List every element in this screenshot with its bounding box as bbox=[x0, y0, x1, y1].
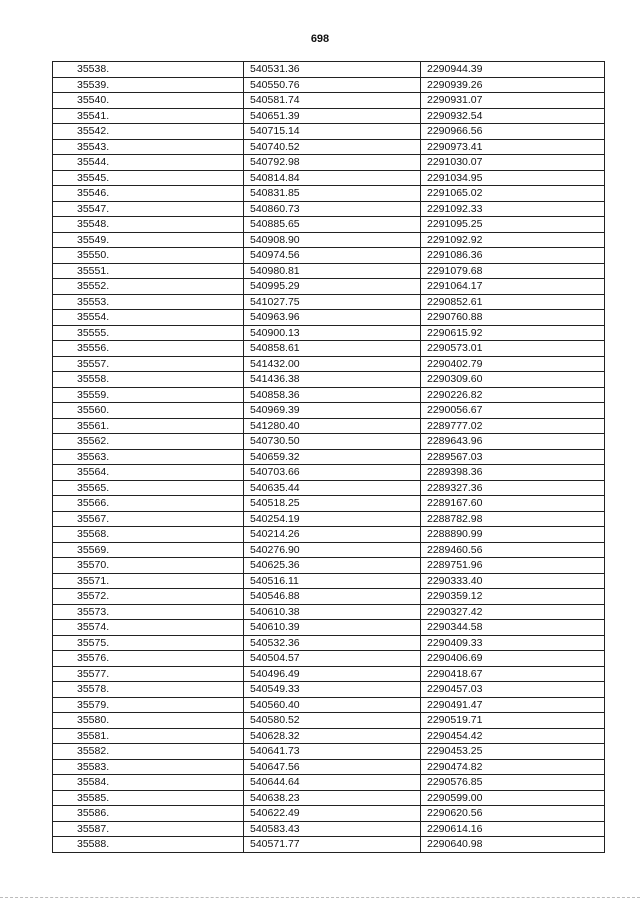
table-row bbox=[53, 480, 605, 496]
northing-cell: 2290576.85 bbox=[421, 775, 605, 791]
point-number-cell: 35587. bbox=[53, 821, 244, 837]
northing-cell: 2289751.96 bbox=[421, 558, 605, 574]
northing-cell: 2290620.56 bbox=[421, 806, 605, 822]
table-row bbox=[53, 620, 605, 636]
northing-cell: 2290615.92 bbox=[421, 325, 605, 341]
table-row bbox=[53, 790, 605, 806]
table-row bbox=[53, 294, 605, 310]
point-number-cell: 35546. bbox=[53, 186, 244, 202]
point-number-cell: 35579. bbox=[53, 697, 244, 713]
northing-cell: 2290944.39 bbox=[421, 62, 605, 78]
point-number-cell: 35548. bbox=[53, 217, 244, 233]
northing-cell: 2290966.56 bbox=[421, 124, 605, 140]
point-number-cell: 35541. bbox=[53, 108, 244, 124]
page-bottom-edge bbox=[0, 897, 640, 898]
table-row bbox=[53, 589, 605, 605]
northing-cell: 2290453.25 bbox=[421, 744, 605, 760]
table-row bbox=[53, 511, 605, 527]
point-number-cell: 35582. bbox=[53, 744, 244, 760]
table-row bbox=[53, 310, 605, 326]
northing-cell: 2290344.58 bbox=[421, 620, 605, 636]
table-row bbox=[53, 418, 605, 434]
easting-cell: 540532.36 bbox=[244, 635, 421, 651]
point-number-cell: 35563. bbox=[53, 449, 244, 465]
point-number-cell: 35564. bbox=[53, 465, 244, 481]
easting-cell: 540659.32 bbox=[244, 449, 421, 465]
northing-cell: 2288782.98 bbox=[421, 511, 605, 527]
easting-cell: 540644.64 bbox=[244, 775, 421, 791]
point-number-cell: 35562. bbox=[53, 434, 244, 450]
point-number-cell: 35539. bbox=[53, 77, 244, 93]
table-row bbox=[53, 821, 605, 837]
easting-cell: 540900.13 bbox=[244, 325, 421, 341]
point-number-cell: 35570. bbox=[53, 558, 244, 574]
easting-cell: 540518.25 bbox=[244, 496, 421, 512]
northing-cell: 2289567.03 bbox=[421, 449, 605, 465]
point-number-cell: 35558. bbox=[53, 372, 244, 388]
point-number-cell: 35583. bbox=[53, 759, 244, 775]
table-row bbox=[53, 496, 605, 512]
easting-cell: 540647.56 bbox=[244, 759, 421, 775]
point-number-cell: 35581. bbox=[53, 728, 244, 744]
northing-cell: 2291079.68 bbox=[421, 263, 605, 279]
table-row bbox=[53, 62, 605, 78]
easting-cell: 540610.38 bbox=[244, 604, 421, 620]
point-number-cell: 35552. bbox=[53, 279, 244, 295]
table-row bbox=[53, 356, 605, 372]
easting-cell: 540974.56 bbox=[244, 248, 421, 264]
table-row bbox=[53, 232, 605, 248]
easting-cell: 540583.43 bbox=[244, 821, 421, 837]
table-row bbox=[53, 806, 605, 822]
northing-cell: 2290573.01 bbox=[421, 341, 605, 357]
table-row bbox=[53, 263, 605, 279]
point-number-cell: 35565. bbox=[53, 480, 244, 496]
northing-cell: 2290474.82 bbox=[421, 759, 605, 775]
easting-cell: 540858.61 bbox=[244, 341, 421, 357]
easting-cell: 540740.52 bbox=[244, 139, 421, 155]
table-row bbox=[53, 527, 605, 543]
point-number-cell: 35575. bbox=[53, 635, 244, 651]
table-row bbox=[53, 558, 605, 574]
table-row bbox=[53, 697, 605, 713]
table-row bbox=[53, 93, 605, 109]
point-number-cell: 35568. bbox=[53, 527, 244, 543]
easting-cell: 540715.14 bbox=[244, 124, 421, 140]
easting-cell: 540858.36 bbox=[244, 387, 421, 403]
northing-cell: 2291065.02 bbox=[421, 186, 605, 202]
northing-cell: 2289643.96 bbox=[421, 434, 605, 450]
easting-cell: 540625.36 bbox=[244, 558, 421, 574]
point-number-cell: 35540. bbox=[53, 93, 244, 109]
easting-cell: 540628.32 bbox=[244, 728, 421, 744]
point-number-cell: 35573. bbox=[53, 604, 244, 620]
easting-cell: 540504.57 bbox=[244, 651, 421, 667]
point-number-cell: 35549. bbox=[53, 232, 244, 248]
table-row bbox=[53, 604, 605, 620]
northing-cell: 2290939.26 bbox=[421, 77, 605, 93]
point-number-cell: 35551. bbox=[53, 263, 244, 279]
northing-cell: 2291030.07 bbox=[421, 155, 605, 171]
table-row bbox=[53, 279, 605, 295]
table-row bbox=[53, 170, 605, 186]
easting-cell: 540571.77 bbox=[244, 837, 421, 853]
point-number-cell: 35543. bbox=[53, 139, 244, 155]
northing-cell: 2290491.47 bbox=[421, 697, 605, 713]
table-row bbox=[53, 449, 605, 465]
table-row bbox=[53, 542, 605, 558]
northing-cell: 2290852.61 bbox=[421, 294, 605, 310]
easting-cell: 540549.33 bbox=[244, 682, 421, 698]
point-number-cell: 35557. bbox=[53, 356, 244, 372]
table-row bbox=[53, 728, 605, 744]
easting-cell: 540814.84 bbox=[244, 170, 421, 186]
point-number-cell: 35574. bbox=[53, 620, 244, 636]
point-number-cell: 35580. bbox=[53, 713, 244, 729]
easting-cell: 540969.39 bbox=[244, 403, 421, 419]
table-row bbox=[53, 666, 605, 682]
easting-cell: 540622.49 bbox=[244, 806, 421, 822]
northing-cell: 2291064.17 bbox=[421, 279, 605, 295]
point-number-cell: 35584. bbox=[53, 775, 244, 791]
coordinates-table bbox=[52, 61, 605, 853]
northing-cell: 2289327.36 bbox=[421, 480, 605, 496]
easting-cell: 540580.52 bbox=[244, 713, 421, 729]
northing-cell: 2291092.92 bbox=[421, 232, 605, 248]
table-row bbox=[53, 124, 605, 140]
easting-cell: 540792.98 bbox=[244, 155, 421, 171]
easting-cell: 541436.38 bbox=[244, 372, 421, 388]
northing-cell: 2290418.67 bbox=[421, 666, 605, 682]
northing-cell: 2290931.07 bbox=[421, 93, 605, 109]
table-row bbox=[53, 372, 605, 388]
northing-cell: 2290327.42 bbox=[421, 604, 605, 620]
point-number-cell: 35554. bbox=[53, 310, 244, 326]
northing-cell: 2290519.71 bbox=[421, 713, 605, 729]
easting-cell: 540276.90 bbox=[244, 542, 421, 558]
northing-cell: 2289460.56 bbox=[421, 542, 605, 558]
northing-cell: 2290406.69 bbox=[421, 651, 605, 667]
easting-cell: 540995.29 bbox=[244, 279, 421, 295]
point-number-cell: 35555. bbox=[53, 325, 244, 341]
easting-cell: 540831.85 bbox=[244, 186, 421, 202]
northing-cell: 2290309.60 bbox=[421, 372, 605, 388]
table-row bbox=[53, 837, 605, 853]
table-row bbox=[53, 77, 605, 93]
table-row bbox=[53, 139, 605, 155]
table-row bbox=[53, 713, 605, 729]
table-row bbox=[53, 217, 605, 233]
point-number-cell: 35538. bbox=[53, 62, 244, 78]
northing-cell: 2290973.41 bbox=[421, 139, 605, 155]
easting-cell: 541027.75 bbox=[244, 294, 421, 310]
table-row bbox=[53, 744, 605, 760]
page-number: 698 bbox=[310, 33, 330, 45]
point-number-cell: 35544. bbox=[53, 155, 244, 171]
northing-cell: 2290599.00 bbox=[421, 790, 605, 806]
easting-cell: 540885.65 bbox=[244, 217, 421, 233]
point-number-cell: 35585. bbox=[53, 790, 244, 806]
northing-cell: 2289167.60 bbox=[421, 496, 605, 512]
point-number-cell: 35578. bbox=[53, 682, 244, 698]
easting-cell: 540581.74 bbox=[244, 93, 421, 109]
northing-cell: 2291095.25 bbox=[421, 217, 605, 233]
easting-cell: 540651.39 bbox=[244, 108, 421, 124]
easting-cell: 540730.50 bbox=[244, 434, 421, 450]
northing-cell: 2291034.95 bbox=[421, 170, 605, 186]
table-row bbox=[53, 403, 605, 419]
easting-cell: 540638.23 bbox=[244, 790, 421, 806]
point-number-cell: 35569. bbox=[53, 542, 244, 558]
northing-cell: 2290056.67 bbox=[421, 403, 605, 419]
easting-cell: 541280.40 bbox=[244, 418, 421, 434]
easting-cell: 540641.73 bbox=[244, 744, 421, 760]
table-row bbox=[53, 651, 605, 667]
northing-cell: 2290333.40 bbox=[421, 573, 605, 589]
point-number-cell: 35572. bbox=[53, 589, 244, 605]
table-row bbox=[53, 248, 605, 264]
northing-cell: 2290457.03 bbox=[421, 682, 605, 698]
point-number-cell: 35559. bbox=[53, 387, 244, 403]
easting-cell: 540980.81 bbox=[244, 263, 421, 279]
point-number-cell: 35556. bbox=[53, 341, 244, 357]
northing-cell: 2290402.79 bbox=[421, 356, 605, 372]
coordinates-table-body bbox=[53, 62, 605, 853]
easting-cell: 540610.39 bbox=[244, 620, 421, 636]
table-row bbox=[53, 387, 605, 403]
point-number-cell: 35567. bbox=[53, 511, 244, 527]
easting-cell: 540860.73 bbox=[244, 201, 421, 217]
table-row bbox=[53, 682, 605, 698]
northing-cell: 2290760.88 bbox=[421, 310, 605, 326]
northing-cell: 2289777.02 bbox=[421, 418, 605, 434]
point-number-cell: 35553. bbox=[53, 294, 244, 310]
point-number-cell: 35542. bbox=[53, 124, 244, 140]
table-row bbox=[53, 186, 605, 202]
easting-cell: 540254.19 bbox=[244, 511, 421, 527]
point-number-cell: 35550. bbox=[53, 248, 244, 264]
northing-cell: 2290359.12 bbox=[421, 589, 605, 605]
easting-cell: 540550.76 bbox=[244, 77, 421, 93]
table-row bbox=[53, 775, 605, 791]
northing-cell: 2290640.98 bbox=[421, 837, 605, 853]
table-row bbox=[53, 635, 605, 651]
northing-cell: 2289398.36 bbox=[421, 465, 605, 481]
table-row bbox=[53, 434, 605, 450]
easting-cell: 540546.88 bbox=[244, 589, 421, 605]
northing-cell: 2290932.54 bbox=[421, 108, 605, 124]
easting-cell: 540908.90 bbox=[244, 232, 421, 248]
point-number-cell: 35586. bbox=[53, 806, 244, 822]
point-number-cell: 35571. bbox=[53, 573, 244, 589]
easting-cell: 540214.26 bbox=[244, 527, 421, 543]
easting-cell: 540516.11 bbox=[244, 573, 421, 589]
easting-cell: 540963.96 bbox=[244, 310, 421, 326]
point-number-cell: 35588. bbox=[53, 837, 244, 853]
table-row bbox=[53, 465, 605, 481]
northing-cell: 2290409.33 bbox=[421, 635, 605, 651]
table-row bbox=[53, 155, 605, 171]
easting-cell: 540531.36 bbox=[244, 62, 421, 78]
point-number-cell: 35560. bbox=[53, 403, 244, 419]
point-number-cell: 35577. bbox=[53, 666, 244, 682]
easting-cell: 540703.66 bbox=[244, 465, 421, 481]
easting-cell: 540496.49 bbox=[244, 666, 421, 682]
table-row bbox=[53, 325, 605, 341]
point-number-cell: 35545. bbox=[53, 170, 244, 186]
northing-cell: 2290226.82 bbox=[421, 387, 605, 403]
northing-cell: 2291086.36 bbox=[421, 248, 605, 264]
point-number-cell: 35566. bbox=[53, 496, 244, 512]
easting-cell: 541432.00 bbox=[244, 356, 421, 372]
point-number-cell: 35547. bbox=[53, 201, 244, 217]
easting-cell: 540635.44 bbox=[244, 480, 421, 496]
northing-cell: 2291092.33 bbox=[421, 201, 605, 217]
northing-cell: 2290454.42 bbox=[421, 728, 605, 744]
table-row bbox=[53, 201, 605, 217]
easting-cell: 540560.40 bbox=[244, 697, 421, 713]
northing-cell: 2288890.99 bbox=[421, 527, 605, 543]
point-number-cell: 35561. bbox=[53, 418, 244, 434]
table-row bbox=[53, 341, 605, 357]
table-row bbox=[53, 573, 605, 589]
table-row bbox=[53, 108, 605, 124]
table-row bbox=[53, 759, 605, 775]
point-number-cell: 35576. bbox=[53, 651, 244, 667]
northing-cell: 2290614.16 bbox=[421, 821, 605, 837]
